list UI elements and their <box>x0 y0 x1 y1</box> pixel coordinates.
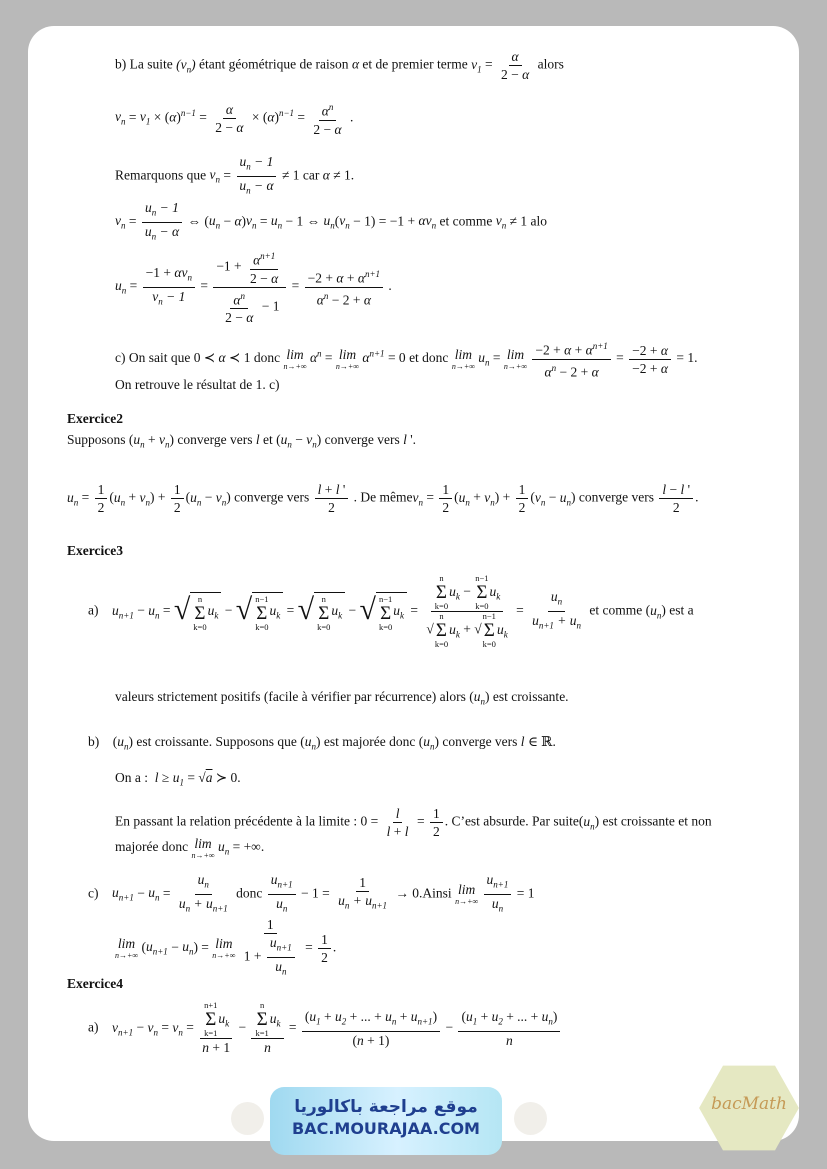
ex4a-formula: a) $v_{n+1} - v_n = v_n$ = n+1 Σ k=1 $u_k$ n + 1 − n Σ k=1 $u_k$ n = $\frac{(u_1 + u_2 + ... + u_n + u_{n+1})}{(n + 1)}$ − $\frac{(u_1 + u_2 + ... + u_n)}{n}$ <box>88 1001 562 1056</box>
formula-un: $u_n$ = $\frac{-1 + \alpha v_n}{v_n - 1}$ = −1 + $\frac{\alpha^{n+1}}{2 - \alpha}$ $\frac{\alpha^n}{2 - \alpha}$ − 1 = $\frac{-2 + \alpha + \alpha^{n+1}}{\alpha^n - 2 + \alpha}$ . <box>115 248 392 326</box>
document-page <box>28 26 799 1141</box>
banner-arabic-text: موقع مراجعة باكالوريا <box>294 1097 478 1117</box>
exercise-4-title: Exercice4 <box>67 976 123 991</box>
left-logo-icon <box>231 1102 264 1135</box>
banner-url-text: BAC.MOURAJAA.COM <box>292 1119 480 1138</box>
ex3b-line1: b) $(u_n)$ est croissante. Supposons que $(u_n)$ est majorée donc $(u_n)$ converge vers l ∈ ℝ. <box>88 734 556 752</box>
retrouve-line: On retrouve le résultat de 1. c) <box>115 377 280 392</box>
ex2-conclusion: $u_n$ = $\frac{1}{2}$ $(u_n + v_n)$ + $\frac{1}{2}$ $(u_n - v_n)$ converge vers $\frac{l + l '}{2}$ . De mêmev$_n$ = $\frac{1}{2}$ $(u_n + v_n)$ + $\frac{1}{2}$ $(v_n - u_n)$ converge vers $\frac{l - l '}{2}$ . <box>67 482 699 515</box>
limit-line: c) On sait que 0 ≺ α ≺ 1 donc lim n→+∞ $\alpha^n$ = lim n→+∞ $\alpha^{n+1} = 0$ et donc lim n→+∞ $u_n$ = lim n→+∞ $\frac{-2 + \alpha + \alpha^{n+1}}{\alpha^n - 2 + \alpha}$ = $\frac{-2 + \alpha}{-2 + \alpha}$ = 1. <box>115 338 697 380</box>
bacmath-logo <box>697 1062 801 1154</box>
formula-vn: $v_n = v_1 \times (\alpha)^{n-1}$ = $\frac{\alpha}{2 - \alpha}$ × $(\alpha)^{n-1}$ = $\frac{\alpha^n}{2 - \alpha}$ . <box>115 99 353 138</box>
exercise-3-title: Exercice3 <box>67 543 123 558</box>
ex3b-line4: majorée donc lim n→+∞ $u_n$ = +∞. <box>115 836 265 860</box>
remark-line: Remarquons que $v_n$ = $\frac{u_n - 1}{u_n - \alpha}$ ≠ 1 car α ≠ 1. <box>115 154 355 196</box>
ex3a-formula: a) $u_{n+1} - u_n$ = √ n Σ k=0 $u_k$ − √ n−1 Σ k=0 $u_k$ = √ n Σ k=0 $u_k$ − √ n−1 Σ k=0 $u_k$ = n Σ k=0 $u_k$ − n−1 Σ k=0 $u_k$ √ n Σ k=0 $u_k$ + √ n−1 Σ k=0 $u_k$ = $\frac{u_n}{u_{n+1} + u_n}$ et comme $(u_n)$ est a <box>88 573 694 649</box>
bacmath-logo-text: bacMath <box>711 1094 787 1114</box>
line-b-suite: b) La suite $(v_n)$ étant géométrique de raison α et de premier terme $v_1$ = $\frac{\alpha}{2 - \alpha}$ alors <box>115 49 564 82</box>
site-banner[interactable] <box>270 1087 502 1155</box>
ex3c-line2: lim n→+∞ $(u_{n+1} - u_n)$ = lim n→+∞ 1 1 + $\frac{u_{n+1}}{u_n}$ = $\frac{1}{2}$ . <box>115 917 337 977</box>
exercise-2-title: Exercice2 <box>67 411 123 426</box>
ex3c-line1: c) $u_{n+1} - u_n$ = $\frac{u_n}{u_n + u_{n+1}}$ donc $\frac{u_{n+1}}{u_n}$ − 1 = $\frac{1}{u_n + u_{n+1}}$ → 0.Ainsi lim n→+∞ $\frac{u_{n+1}}{u_n}$ = 1 <box>88 872 535 914</box>
ex3b-line3: En passant la relation précédente à la limite : 0 = $\frac{l}{l + l}$ = $\frac{1}{2}$ . C’est absurde. Par $suite(u_n)$ est croissante et non <box>115 806 712 839</box>
ex2-hypothesis: Supposons $(u_n + v_n)$ converge vers l et $(u_n - v_n)$ converge vers l '. <box>67 432 417 450</box>
right-logo-icon <box>514 1102 547 1135</box>
ex3a-conclusion: valeurs strictement positifs (facile à vérifier par récurrence) alors $(u_n)$ est croissante. <box>115 689 569 707</box>
equivalence-line: $v_n$ = $\frac{u_n - 1}{u_n - \alpha}$ ⇔ $(u_n - \alpha)v_n = u_n - 1$ ⇔ $u_n(v_n - 1) = -1 + \alpha v_n$ et comme $v_n \ne 1$ alo <box>115 200 547 242</box>
ex3b-line2: On a : $l \ge u_1 = √a$ ≻ 0. <box>115 770 241 788</box>
